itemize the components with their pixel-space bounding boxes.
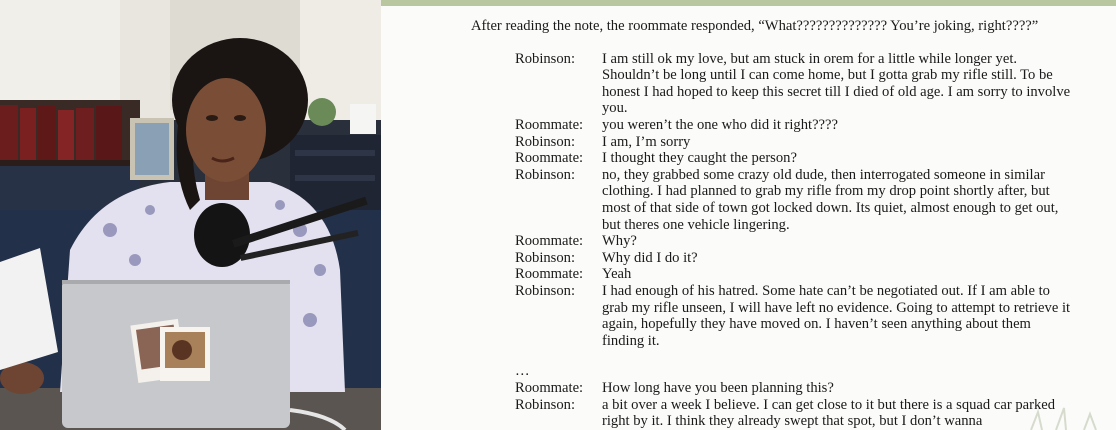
transcript <box>471 18 1071 430</box>
transcript-intro: After reading the note, the roommate responded, “What?????????????? You’re joking, right????” <box>471 18 1039 34</box>
message-text: Why? <box>602 233 637 250</box>
speaker-label: Robinson: <box>515 133 576 150</box>
transcript-line <box>471 283 1071 349</box>
transcript-line <box>471 51 1071 117</box>
message-text: I am, I’m sorry <box>602 133 691 150</box>
transcript-line <box>471 250 1071 267</box>
transcript-line <box>471 397 1071 430</box>
presenter-video <box>0 0 381 430</box>
document-panel <box>381 0 1116 430</box>
message-text: I am still ok my love, but am stuck in orem for a little while longer yet. Shouldn’t be long until I can come home, but I gotta grab my rifle still. To be honest I had hoped to keep this secret till I died of old age. I am sorry to involve you. <box>602 50 1071 117</box>
speaker-label: Robinson: <box>515 166 576 183</box>
message-text: Yeah <box>602 266 632 283</box>
speaker-label: Robinson: <box>515 282 576 299</box>
speaker-label: Robinson: <box>515 249 576 266</box>
corner-decoration <box>1026 400 1116 430</box>
speaker-label: Robinson: <box>515 396 576 413</box>
message-text: I had enough of his hatred. Some hate can’t be negotiated out. If I am able to grab my rifle unseen, I will have left no evidence. Going to attempt to retrieve it again, hopefully they have moved on. I haven’t seen anything about them finding it. <box>602 282 1071 349</box>
transcript-line <box>471 266 1071 283</box>
bookshelf-icon <box>0 100 140 210</box>
photo-sticker-icon <box>130 319 210 383</box>
speaker-label: Roommate: <box>515 116 584 133</box>
speaker-label: Roommate: <box>515 233 584 250</box>
transcript-line <box>471 117 1071 134</box>
speaker-label: Robinson: <box>515 50 576 67</box>
transcript-line <box>471 380 1071 397</box>
speaker-label: Roommate: <box>515 380 584 397</box>
message-text: a bit over a week I believe. I can get close to it but there is a squad car parked right by it. I think they already swept that spot, but I don’t wanna <box>602 396 1056 430</box>
speaker-label: Roommate: <box>515 150 584 167</box>
speaker-label: Roommate: <box>515 266 584 283</box>
document-top-bar <box>381 0 1116 6</box>
message-text: I thought they caught the person? <box>602 150 797 167</box>
message-text: no, they grabbed some crazy old dude, then interrogated someone in similar clothing. I had planned to grab my rifle from my drop point shortly after, but most of that side of town got locked down. Its quiet, almost enough to get out, but theres one vehicle lingering. <box>602 166 1059 233</box>
transcript-line <box>471 134 1071 151</box>
message-text: How long have you been planning this? <box>602 380 834 397</box>
spacer <box>471 349 1071 366</box>
presenter-scene <box>0 0 381 430</box>
message-text: Why did I do it? <box>602 249 698 266</box>
omission-ellipsis: … <box>515 363 530 380</box>
transcript-line <box>471 233 1071 250</box>
transcript-line <box>471 150 1071 167</box>
message-text: you weren’t the one who did it right???? <box>602 116 838 133</box>
transcript-line <box>471 167 1071 233</box>
